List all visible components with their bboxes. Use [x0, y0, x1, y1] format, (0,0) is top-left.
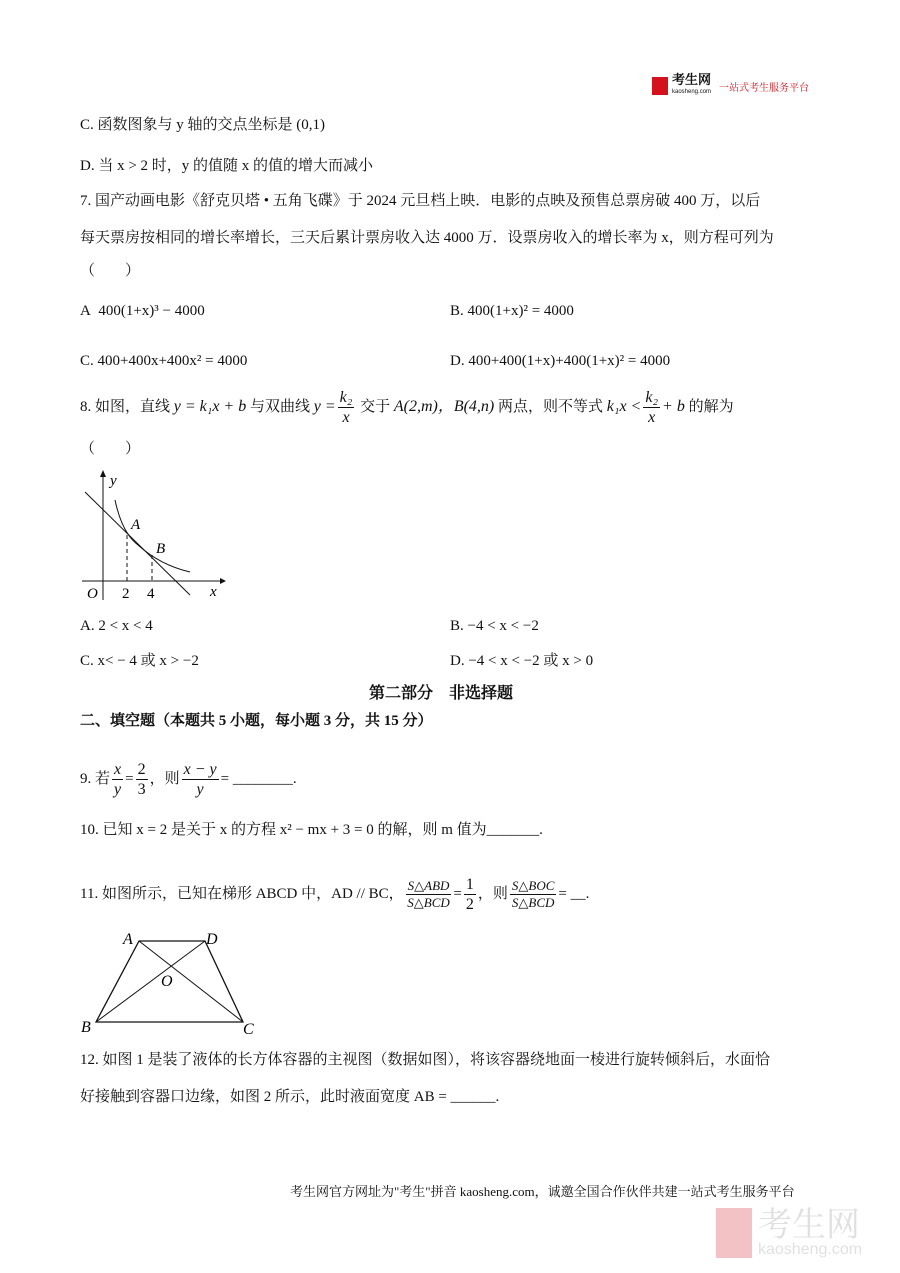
header-logo: [652, 74, 809, 98]
watermark: 考生网 kaosheng.com: [716, 1208, 862, 1258]
q8-option-b: B. −4 < x < −2: [450, 618, 539, 634]
line-y-k1x-b: [85, 492, 190, 595]
q7-line2: 每天票房按相同的增长率增长，三天后累计票房收入达 4000 万．设票房收入的增长率为 x，则方程可列为: [80, 230, 774, 246]
svg-text:4: 4: [147, 586, 155, 602]
q8-paren: （ ）: [80, 441, 141, 457]
q7-line1: 7. 国产动画电影《舒克贝塔 • 五角飞碟》于 2024 元旦档上映．电影的点映及预售总票房破 400 万，以后: [80, 193, 761, 209]
x-axis-arrow-icon: [220, 578, 226, 584]
q7-option-a: A 400(1+x)³ − 4000: [80, 303, 205, 319]
svg-text:D: D: [206, 931, 218, 948]
q8-graph: [70, 465, 230, 605]
q6-option-d: D. 当 x > 2 时，y 的值随 x 的值的增大而减小: [80, 158, 374, 174]
svg-text:C: C: [243, 1021, 254, 1038]
q10: 10. 已知 x = 2 是关于 x 的方程 x² − mx + 3 = 0 的解，则 m 值为_______.: [80, 822, 543, 838]
q8-option-d: D. −4 < x < −2 或 x > 0: [450, 653, 594, 669]
kaosheng-watermark-icon: [716, 1208, 752, 1258]
q7-option-d: D. 400+400(1+x)+400(1+x)² = 4000: [450, 353, 671, 369]
svg-text:B: B: [81, 1019, 91, 1036]
q6-option-c: C. 函数图象与 y 轴的交点坐标是 (0,1): [80, 117, 325, 133]
q7-paren: （ ）: [80, 263, 141, 279]
brand-slogan: 一站式考生服务平台: [719, 82, 810, 94]
part2-title: 第二部分 非选择题: [369, 685, 514, 702]
brand-name: 考生网: [672, 72, 712, 87]
q12-line2: 好接触到容器口边缘，如图 2 所示，此时液面宽度 AB = ______.: [80, 1089, 500, 1105]
q7-option-c: C. 400+400x+400x² = 4000: [80, 353, 248, 369]
section-heading: 二、填空题（本题共 5 小题，每小题 3 分，共 15 分）: [80, 713, 433, 729]
svg-text:x: x: [210, 584, 217, 600]
y-axis-arrow-icon: [100, 470, 106, 477]
q12-line1: 12. 如图 1 是装了液体的长方体容器的主视图（数据如图），将该容器绕地面一棱进行旋转倾斜后，水面恰: [80, 1052, 771, 1068]
svg-text:O: O: [87, 586, 98, 602]
q9: 9. 若 $\frac{x}{y}$ = $\frac{2}{3}$ ，则 $\frac{x - y}{y}$ = ________.: [80, 761, 297, 798]
footer-text: 考生网官方网址为"考生"拼音 kaosheng.com，诚邀全国合作伙伴共建一站式考生服务平台: [290, 1184, 795, 1199]
hyperbola: [115, 500, 190, 572]
q7-option-b: B. 400(1+x)² = 4000: [450, 303, 574, 319]
svg-text:A: A: [123, 931, 133, 948]
kaosheng-logo-icon: [652, 77, 668, 95]
q11: 11. 如图所示，已知在梯形 ABCD 中，AD // BC， $\frac{\text{S△ABD}}{\text{S△BCD}}$ = $\frac{1}{2}$ ，则 $\frac{\text{S△BOC}}{\text{S△BCD}}$ = __.: [80, 876, 590, 913]
brand-domain: kaosheng.com: [672, 89, 712, 95]
svg-text:O: O: [161, 973, 173, 990]
q8-option-c: C. x< − 4 或 x > −2: [80, 653, 199, 669]
q11-trapezoid-figure: [75, 920, 275, 1040]
svg-text:A: A: [131, 517, 141, 533]
svg-text:y: y: [110, 473, 117, 489]
k2-over-x: $\frac{\text{k₂}}{x}$: [339, 389, 353, 426]
svg-text:2: 2: [122, 586, 130, 602]
q8-option-a: A. 2 < x < 4: [80, 618, 153, 634]
q8-stem: 8. 如图，直线 y = k₁x + b 与双曲线 y = $\frac{\text{k₂}}{x}$ 交于 A(2,m)，B(4,n) 两点，则不等式 k₁x < $\frac{\text{k₂}}{x}$ + b 的解为: [80, 389, 734, 426]
svg-text:B: B: [156, 541, 166, 557]
